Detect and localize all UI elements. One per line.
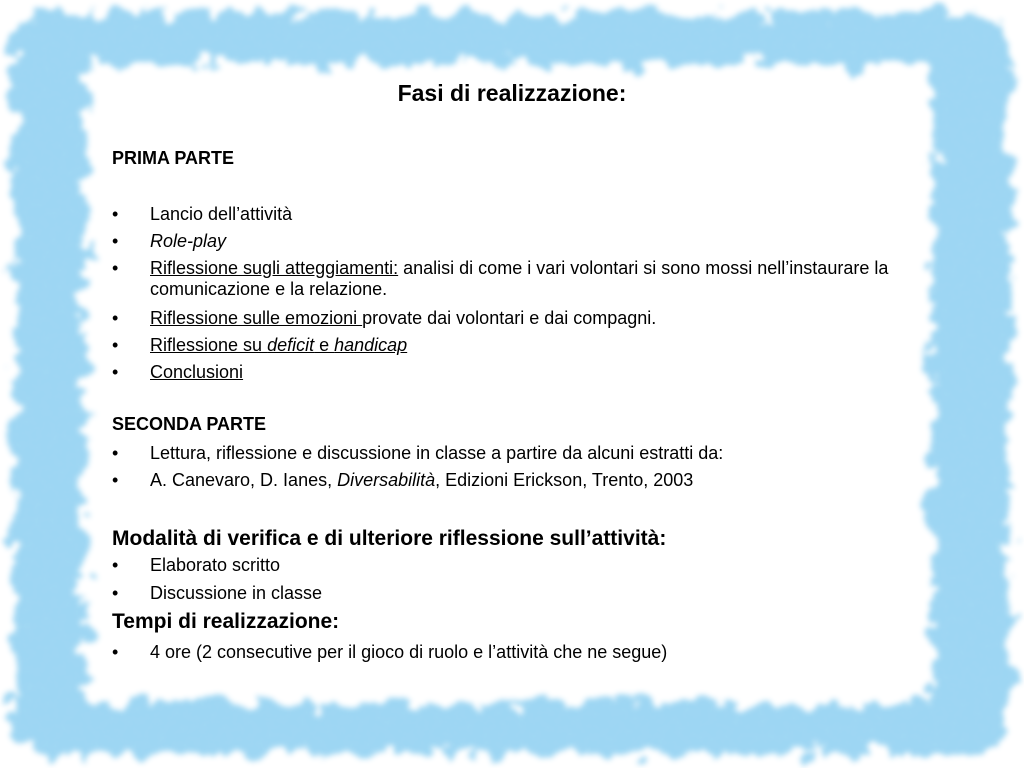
italic-term: deficit (267, 335, 315, 355)
bullet-item (112, 443, 922, 464)
bullet-rest: provate dai volontari e dai compagni. (362, 308, 657, 328)
bullet-item (112, 362, 922, 383)
bullet-icon: • (112, 231, 119, 251)
bullet-icon: • (112, 443, 119, 463)
slide-title: Fasi di realizzazione: (397, 80, 627, 106)
citation-title: Diversabilità (337, 470, 436, 490)
bullet-text: 4 ore (2 consecutive per il gioco di ruolo e l’attività che ne segue) (150, 642, 668, 662)
bullet-text: Lettura, riflessione e discussione in classe a partire da alcuni estratti da: (150, 443, 724, 463)
bullet-text: Role-play (150, 231, 227, 251)
bullet-icon: • (112, 470, 119, 490)
citation-authors: A. Canevaro, D. Ianes, (150, 470, 338, 490)
bullet-text: Conclusioni (150, 362, 244, 382)
bullet-icon: • (112, 308, 119, 328)
bullet-item (112, 231, 922, 252)
verifica-heading: Modalità di verifica e di ulteriore riflessione sull’attività: (112, 527, 667, 550)
seconda-parte-heading: SECONDA PARTE (112, 414, 267, 434)
bullet-item (112, 555, 922, 576)
bullet-item (112, 335, 922, 356)
bullet-text: Lancio dell’attività (150, 204, 293, 224)
underlined-term: Riflessione sulle emozioni (150, 308, 363, 328)
prima-parte-heading: PRIMA PARTE (112, 148, 235, 168)
bullet-text (150, 258, 922, 300)
bullet-item (112, 470, 922, 491)
bullet-item (112, 583, 922, 604)
bullet-item (112, 642, 922, 663)
bullet-item (112, 308, 922, 329)
conjunction: e (314, 335, 335, 355)
italic-term: handicap (334, 335, 408, 355)
bullet-text (150, 335, 922, 356)
bullet-icon: • (112, 335, 119, 355)
bullet-icon: • (112, 583, 119, 603)
bullet-text: Discussione in classe (150, 583, 323, 603)
bullet-icon: • (112, 258, 119, 278)
citation-publisher: , Edizioni Erickson, Trento, 2003 (435, 470, 694, 490)
tempi-heading: Tempi di realizzazione: (112, 610, 340, 633)
underlined-term: Riflessione su (150, 335, 268, 355)
bullet-text: Elaborato scritto (150, 555, 281, 575)
bullet-item (112, 258, 922, 300)
bullet-item (112, 204, 922, 225)
underlined-term: Riflessione sugli atteggiamenti: (150, 258, 399, 278)
bullet-icon: • (112, 555, 119, 575)
bullet-text (150, 308, 922, 329)
bullet-icon: • (112, 642, 119, 662)
bullet-text (150, 470, 922, 491)
bullet-icon: • (112, 204, 119, 224)
bullet-icon: • (112, 362, 119, 382)
bullet-rest: analisi di come i vari volontari si sono mossi nell’instaurare la comunicazione e la relazione. (150, 258, 889, 299)
